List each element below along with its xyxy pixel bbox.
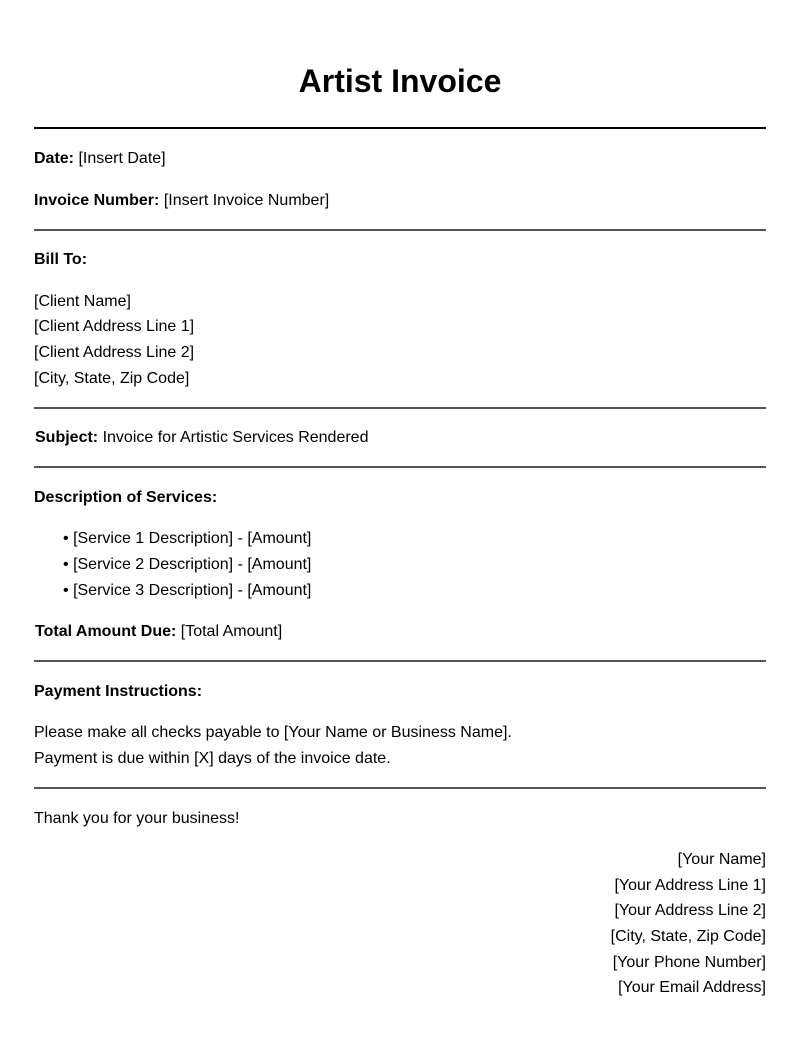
bill-to-heading-text: Bill To: bbox=[34, 251, 88, 268]
service-item-text: [Service 2 Description] - [Amount] bbox=[73, 556, 312, 573]
total-row bbox=[35, 622, 282, 642]
date-label: Date: bbox=[34, 150, 75, 167]
payment-line: Please make all checks payable to [Your Name or Business Name]. bbox=[34, 724, 512, 741]
bullet-icon: • bbox=[63, 556, 69, 573]
page-title: Artist Invoice bbox=[298, 63, 502, 99]
section-divider bbox=[34, 466, 766, 468]
sender-line: [Your Phone Number] bbox=[612, 954, 766, 971]
service-item-text: [Service 1 Description] - [Amount] bbox=[73, 530, 312, 547]
subject-row bbox=[35, 428, 368, 448]
sender-line: [Your Address Line 1] bbox=[614, 877, 766, 894]
bullet-icon: • bbox=[63, 530, 69, 547]
section-divider bbox=[34, 407, 766, 409]
section-divider bbox=[34, 787, 766, 789]
sender-line: [City, State, Zip Code] bbox=[610, 928, 766, 945]
payment-line: Payment is due within [X] days of the invoice date. bbox=[34, 750, 391, 767]
sender-line: [Your Name] bbox=[677, 851, 766, 868]
service-item-text: [Service 3 Description] - [Amount] bbox=[73, 582, 312, 599]
total-label: Total Amount Due: bbox=[35, 623, 177, 640]
bill-to-heading bbox=[34, 250, 87, 270]
section-divider bbox=[34, 229, 766, 231]
bill-to-line: [Client Address Line 1] bbox=[34, 318, 195, 335]
bill-to-line: [City, State, Zip Code] bbox=[34, 370, 190, 387]
title-divider bbox=[34, 127, 766, 129]
invoice-number-row bbox=[34, 191, 329, 211]
section-divider bbox=[34, 660, 766, 662]
payment-heading bbox=[34, 682, 202, 702]
bill-to-line: [Client Address Line 2] bbox=[34, 344, 195, 361]
payment-heading-text: Payment Instructions: bbox=[34, 683, 203, 700]
bullet-icon: • bbox=[63, 582, 69, 599]
closing-text: Thank you for your business! bbox=[34, 810, 240, 827]
list-item bbox=[63, 581, 311, 601]
invoice-number-value: [Insert Invoice Number] bbox=[163, 192, 330, 209]
date-value: [Insert Date] bbox=[78, 150, 166, 167]
subject-value: Invoice for Artistic Services Rendered bbox=[102, 429, 369, 446]
sender-line: [Your Email Address] bbox=[618, 979, 766, 996]
invoice-number-label: Invoice Number: bbox=[34, 192, 160, 209]
services-heading bbox=[34, 488, 217, 508]
total-value: [Total Amount] bbox=[180, 623, 283, 640]
list-item bbox=[63, 555, 311, 575]
date-row bbox=[34, 149, 166, 169]
subject-label: Subject: bbox=[35, 429, 99, 446]
sender-line: [Your Address Line 2] bbox=[614, 902, 766, 919]
list-item bbox=[63, 529, 311, 549]
services-heading-text: Description of Services: bbox=[34, 489, 218, 506]
bill-to-line: [Client Name] bbox=[34, 293, 131, 310]
